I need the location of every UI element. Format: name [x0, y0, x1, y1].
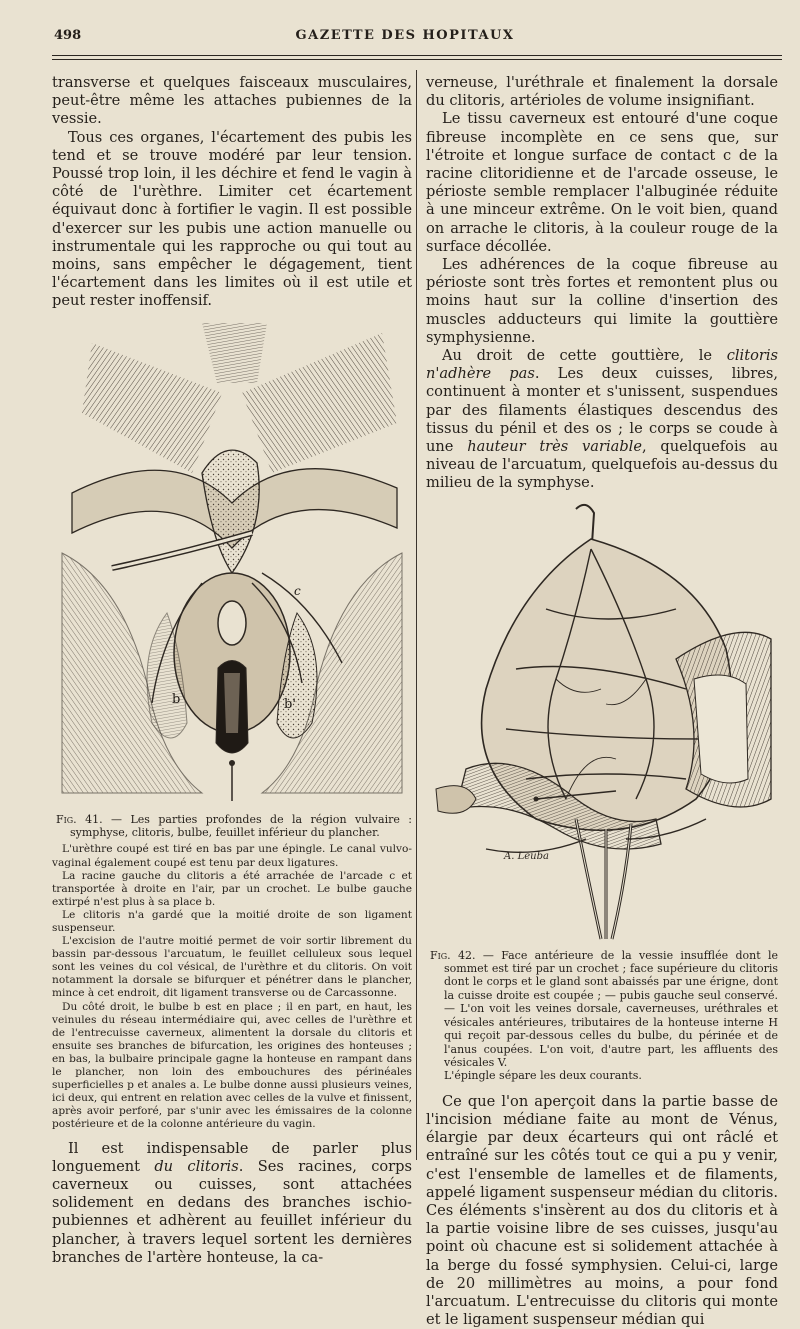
- figure-41-note: Du côté droit, le bulbe b est en place ; il en part, en haut, les veinules du réseau intermédiaire qui, avec celles de l'urèthre et de l'entrecuisse caverneux, alimentent la dorsale du clitoris et ensuite ses branches de bifurcation, les origines des honteuses ; en bas, la bulbaire principale gagne la honteuse en rampant dans le plancher, non loin des embouchures des périnéales superficielles p et anales a. Le bulbe donne aussi plusieurs veines, ici deux, qui entrent en relation avec celles de la vulve et finissent, après avoir perforé, par s'unir avec les émissaires de la colonne postérieure et de la colonne antérieure du vagin.: [52, 1000, 412, 1131]
- figure-41-caption: [52, 813, 412, 840]
- right-paragraph-5: Ce que l'on aperçoit dans la partie basse de l'incision médiane faite au mont de Vénus, élargie par deux écarteurs qui ont râclé et entraîné sur les côtés tout ce qui a pu y venir, c'est l'ensemble de lamelles et de filaments, appelé ligament suspenseur médian du clitoris. Ces éléments s'insèrent au dos du clitoris et à la partie voisine libre de ses cuisses, jusqu'au point où chacune est si solidement attachée à la berge du fossé symphysien. Celui-ci, large de 20 millimètres au moins, a pour fond l'arcuatum. L'entrecuisse du clitoris qui monte et le ligament suspenseur médian qui: [426, 1092, 778, 1329]
- figure-42-caption-second: L'épingle sépare les deux courants.: [444, 1069, 642, 1083]
- figure-41-caption-text: — Les parties profondes de la région vulvaire : symphyse, clitoris, bulbe, feuillet inférieur du plancher.: [70, 812, 412, 840]
- right-paragraph-4-part-b: . Les deux cuisses, libres, continuent à monter et s'unissent, suspendues par des filaments élastiques descendus des tissus du pénil et des os ; le corps se coude à une: [426, 365, 778, 456]
- right-paragraph-2: Le tissu caverneux est entouré d'une coque fibreuse incomplète en ce sens que, sur l'étroite et longue surface de contact c de la racine clitoridienne et de l'arcade osseuse, le périoste semble remplacer l'albuginée réduite à une minceur extrême. On le voit bien, quand on arrache le clitoris, à la couleur rouge de la surface décollée.: [426, 110, 778, 255]
- figure-42-caption-text: — Face antérieure de la vessie insufflée dont le sommet est tiré par un crochet ; face supérieure du clitoris dont le corps et le gland sont abaissés par une érigne, dont la cuisse droite est coupée ; — pubis gauche seul conservé. — L'on voit les veines dorsale, caverneuses, uréthrales et vésicales antérieures, tributaires de la honteuse interne H qui reçoit par-dessous celles du bulbe, du périnée et de l'anus coupées. L'on voit, d'autre part, les affluents des vésicales V.: [444, 948, 778, 1069]
- figure-42-signature: A. Leuba: [504, 850, 549, 862]
- right-paragraph-3: Les adhérences de la coque fibreuse au périoste sont très fortes et remontent plus ou moins haut sur la colline d'insertion des muscles adducteurs qui limite la gouttière symphysienne.: [426, 256, 778, 346]
- figure-41-note: Le clitoris n'a gardé que la moitié droite de son ligament suspenseur.: [52, 908, 412, 935]
- figure-41-caption-label: Fig. 41.: [56, 812, 103, 826]
- right-paragraph-4-part-a: Au droit de cette gouttière, le: [442, 347, 727, 365]
- left-paragraph-1: transverse et quelques faisceaux musculaires, peut-être même les attaches pubiennes de la vessie.: [52, 74, 412, 128]
- figure-42: [426, 499, 778, 947]
- figure-41-note: L'excision de l'autre moitié permet de voir sortir librement du bassin par-dessous l'arcuatum, le feuillet celluleux sous lequel sont les veines du col vésical, de l'urèthre et du clitoris. On voit notamment la dorsale se bifurquer et pénétrer dans le plancher, mince à cet endroit, dit ligament transverse ou de Carcassonne.: [52, 935, 412, 1000]
- right-paragraph-4-emphasis: clitoris n'adhère pas: [426, 347, 778, 383]
- left-paragraph-3: [52, 1140, 412, 1267]
- header-rule-bottom: [52, 59, 782, 60]
- right-paragraph-1: verneuse, l'uréthrale et finalement la dorsale du clitoris, artérioles de volume insignifiant.: [426, 74, 778, 110]
- header-rule-top: [52, 55, 782, 56]
- figure-41-label-b: b: [172, 691, 181, 707]
- page-number: 498: [54, 28, 82, 43]
- right-column: [426, 74, 778, 1329]
- right-paragraph-4: [426, 347, 778, 493]
- running-title: GAZETTE DES HOPITAUX: [295, 28, 515, 43]
- figure-41-label-b-prime: b': [284, 696, 296, 712]
- page-header: [28, 28, 782, 50]
- left-paragraph-2: Tous ces organes, l'écartement des pubis les tend et se trouve modéré par leur tension. Poussé trop loin, il les déchire et fend le vagin à côté de l'urèthre. Limiter cet écartement équivaut donc à fortifier le vagin. Il est possible d'exercer sur les pubis une action manuelle ou instrumentale qui les rapproche ou qui tout au moins, sans empêcher le dégagement, tient l'écartement dans les limites où il est utile et peut rester inoffensif.: [52, 128, 412, 310]
- left-column: [52, 74, 412, 1267]
- left-paragraph-3-part-b: . Ses racines, corps caverneux ou cuisses, sont attachées solidement en dedans des branches ischio-pubiennes et adhèrent au feuillet inférieur du plancher, à travers lequel sortent les dernières branches de l'artère honteuse, la ca-: [52, 1157, 412, 1266]
- right-paragraph-4-part-c: , quelquefois au niveau de l'arcuatum, quelquefois au-dessus du milieu de la symphyse.: [426, 438, 778, 492]
- figure-42-illustration: [426, 499, 778, 947]
- column-divider: [416, 70, 417, 1160]
- figure-42-caption-label: Fig. 42.: [430, 948, 476, 962]
- left-paragraph-3-emphasis: du clitoris: [154, 1157, 239, 1175]
- figure-41-notes: [52, 843, 412, 1131]
- figure-41: [52, 323, 412, 811]
- figure-41-note: L'urèthre coupé est tiré en bas par une épingle. Le canal vulvo-vaginal également coupé est tenu par deux ligatures.: [52, 843, 412, 869]
- right-paragraph-4-emphasis-2: hauteur très variable: [467, 438, 642, 456]
- left-paragraph-3-part-a: Il est indispensable de parler plus longuement: [52, 1139, 412, 1175]
- figure-41-note: La racine gauche du clitoris a été arrachée de l'arcade c et transportée à droite en l'air, par un crochet. Le bulbe gauche extirpé n'est plus à sa place b.: [52, 869, 412, 908]
- figure-42-caption: [426, 949, 778, 1070]
- figure-41-illustration: [52, 323, 412, 811]
- figure-41-label-c: c: [294, 583, 301, 598]
